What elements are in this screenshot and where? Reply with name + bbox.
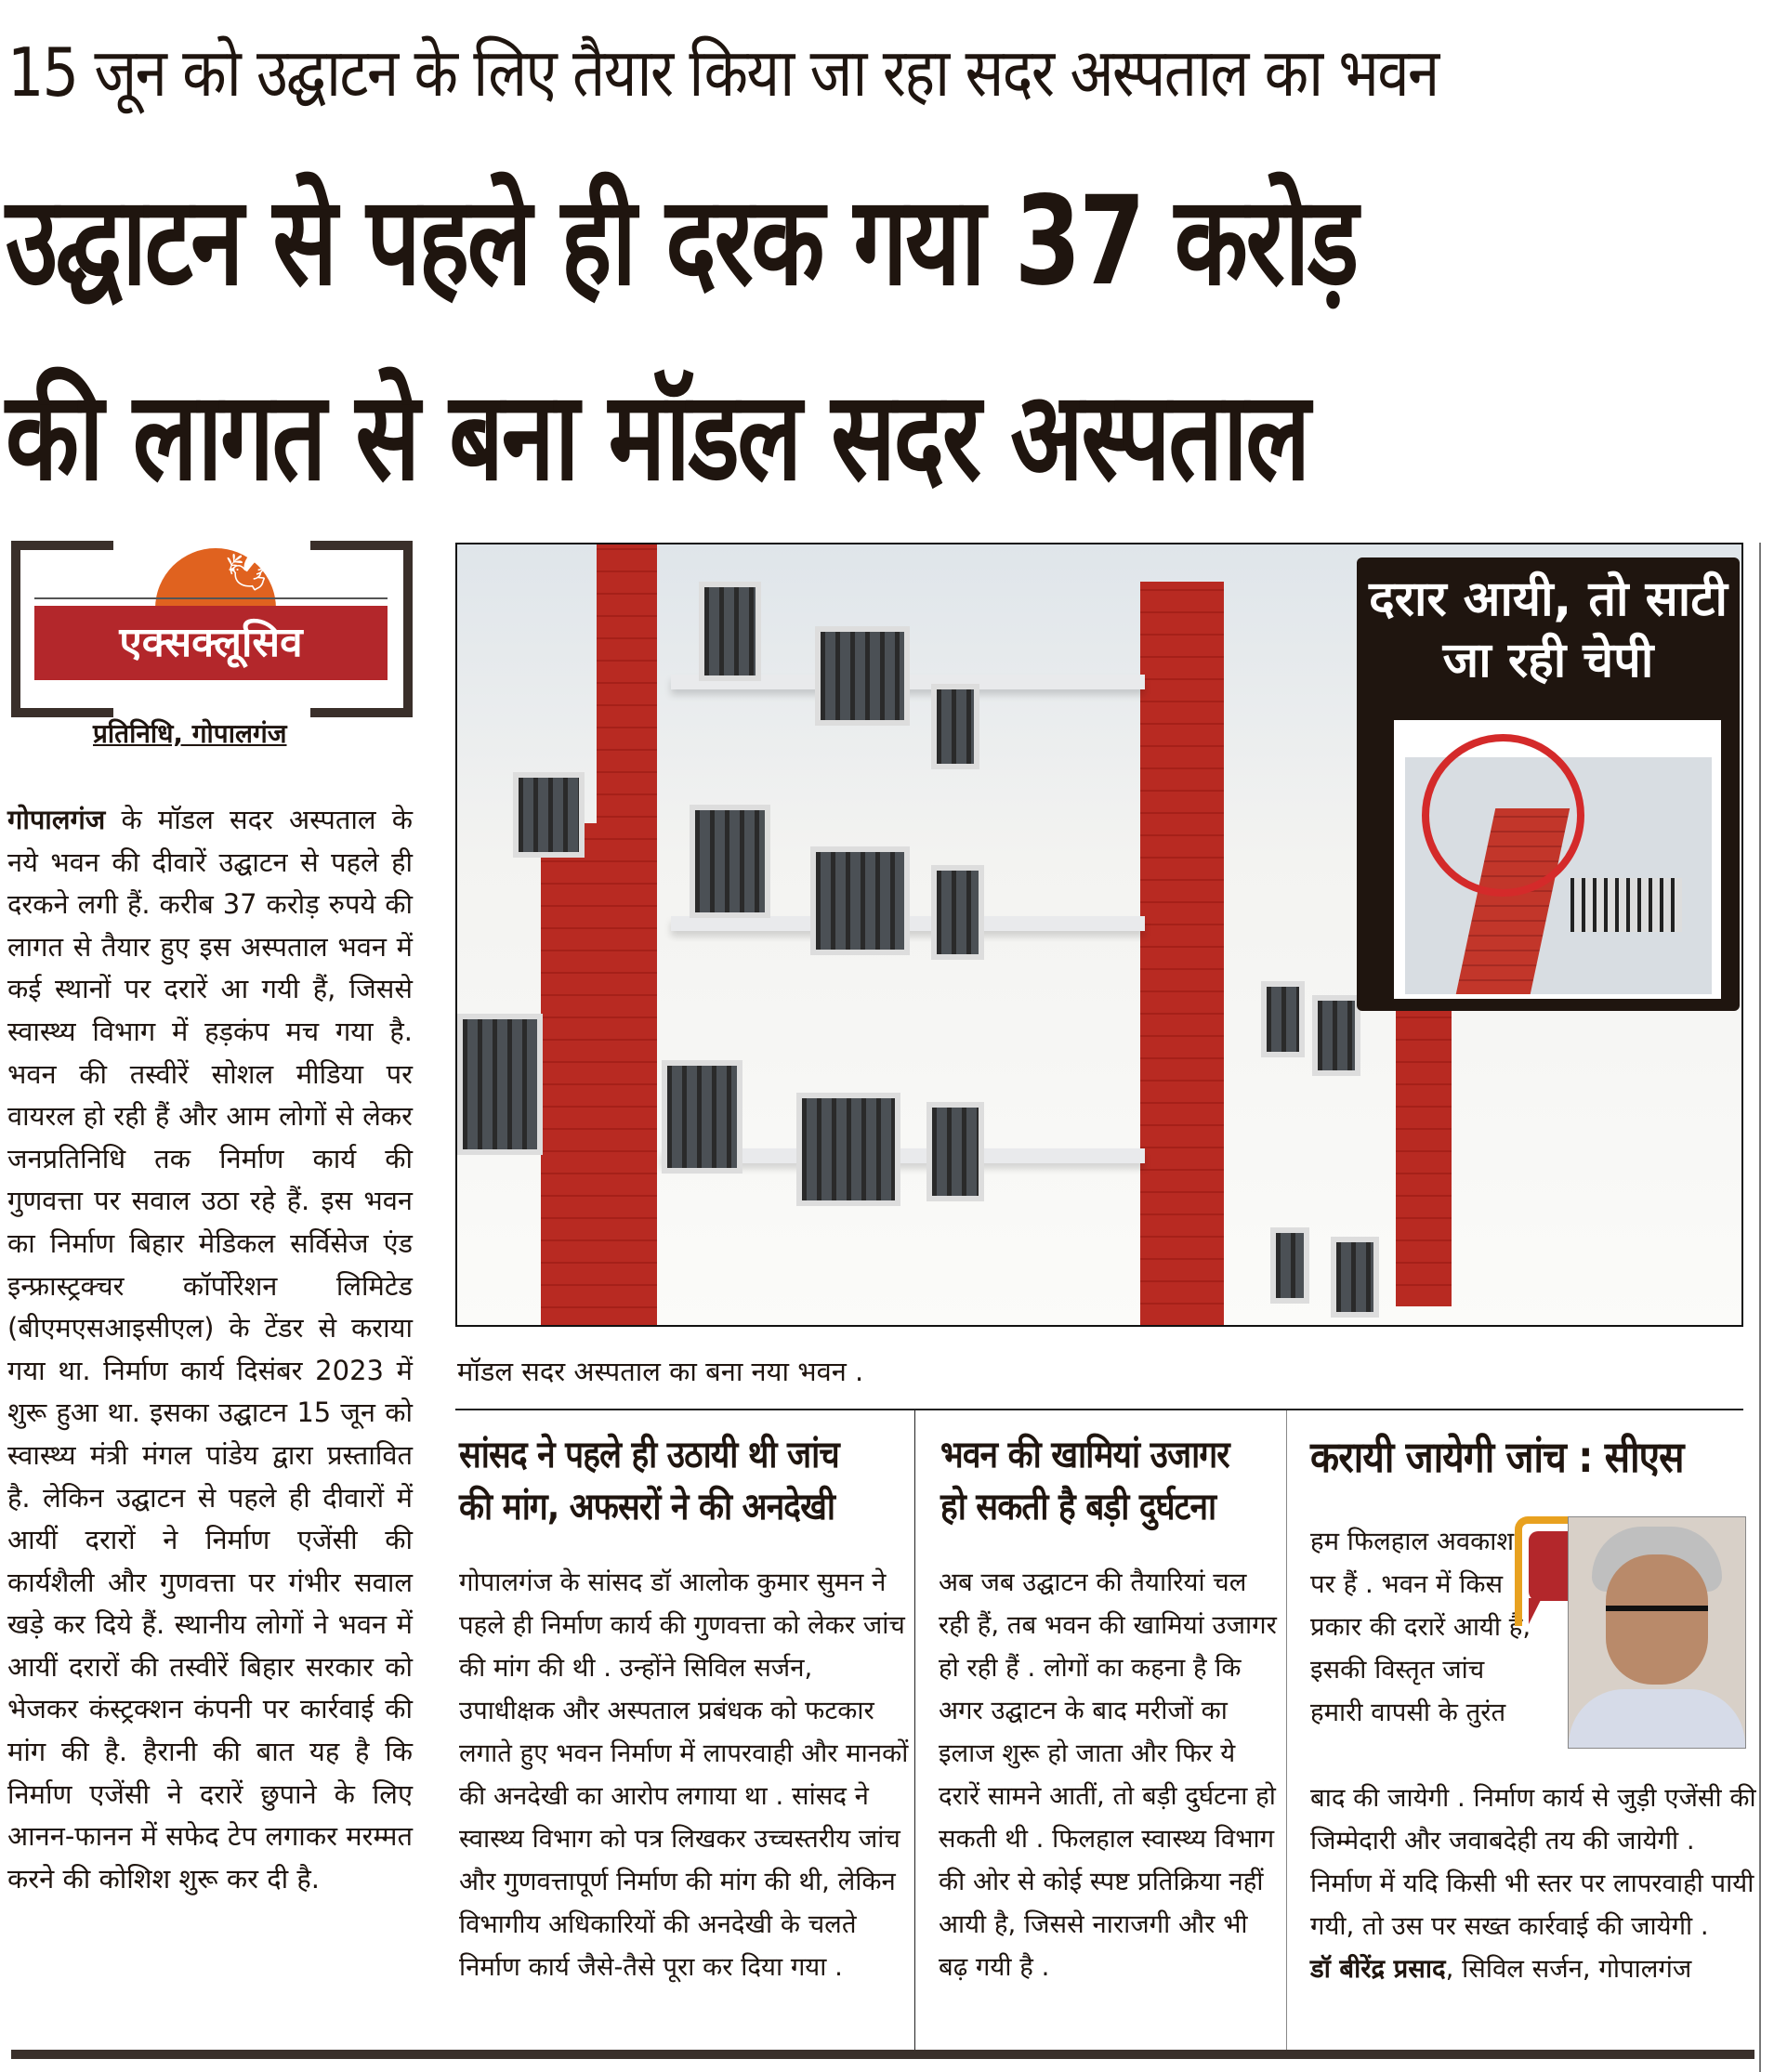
page-right-rule <box>1759 543 1761 2072</box>
section-heading-line: की मांग, अफसरों ने की अनदेखी <box>459 1486 835 1528</box>
cs-quote-part-1: हम फिलहाल अवकाश पर हैं . भवन में किस प्रकार की दरारें आयी हैं, इसकी विस्तृत जांच हमारी वापसी के तुरंत <box>1310 1527 1531 1727</box>
section-body-mp-demand: गोपालगंज के सांसद डॉ आलोक कुमार सुमन ने पहले ही निर्माण कार्य की गुणवत्ता को लेकर जांच की मांग की थी . उन्होंने सिविल सर्जन, उपाधीक्षक और अस्पताल प्रबंधक को फटकार लगाते हुए भवन निर्माण में लापरवाही और मानकों की अनदेखी का आरोप लगाया था . सांसद ने स्वास्थ्य विभाग को पत्र लिखकर उच्चस्तरीय जांच और गुणवत्तापूर्ण निर्माण की मांग की थी, लेकिन विभागीय अधिकारियों की अनदेखी के चलते निर्माण कार्य जैसे-तैसे पूरा कर दिया गया . <box>459 1567 909 1982</box>
kicker-headline: 15 जून को उद्घाटन के लिए तैयार किया जा रहा सदर अस्पताल का भवन <box>7 33 1439 111</box>
red-brick-pillar <box>541 823 643 1327</box>
window <box>931 684 979 769</box>
dateline: गोपालगंज <box>7 804 106 835</box>
civil-surgeon-portrait <box>1568 1516 1746 1749</box>
section-top-rule <box>455 1409 1743 1410</box>
window <box>926 1102 984 1201</box>
inset-crack-repair-box <box>1357 557 1740 1011</box>
exclusive-badge <box>11 541 413 708</box>
window <box>690 805 770 918</box>
section-heading-accident-risk <box>940 1429 1284 1533</box>
inset-title <box>1357 569 1740 691</box>
bird-icon: 🕊 <box>225 551 272 594</box>
column-divider <box>1286 1410 1287 2059</box>
page-bottom-rule <box>11 2050 1754 2059</box>
window <box>1270 1227 1309 1304</box>
attribution-name: डॉ बीरेंद्र प्रसाद <box>1310 1954 1446 1984</box>
window <box>662 1060 742 1174</box>
main-article-text: के मॉडल सदर अस्पताल के नये भवन की दीवारें उद्घाटन से पहले ही दरकने लगी हैं. करीब 37 करोड़ रुपये की लागत से तैयार हुए इस अस्पताल भवन में कई स्थानों पर दरारें आ गयी हैं, जिससे स्वास्थ्य विभाग में हड़कंप मच गया है. भवन की तस्वीरें सोशल मीडिया पर वायरल हो रही हैं और आम लोगों से लेकर जनप्रतिनिधि तक निर्माण कार्य की गुणवत्ता पर सवाल उठा रहे हैं. इस भवन का निर्माण बिहार मेडिकल सर्विसेज एंड इन्फ्रास्ट्रक्चर कॉर्पोरेशन लिमिटेड (बीएमएसआइसीएल) के टेंडर से कराया गया था. निर्माण कार्य दिसंबर 2023 में शुरू हुआ था. इसका उद्घाटन 15 जून को स्वास्थ्य मंत्री मंगल पांडेय द्वारा प्रस्तावित है. लेकिन उद्घाटन से पहले ही दीवारों में आयीं दरारों ने निर्माण एजेंसी की कार्यशैली और गुणवत्ता पर गंभीर सवाल खड़े कर दिये हैं. स्थानीय लोगों ने भवन में आयीं दरारों की तस्वीरें बिहार सरकार को भेजकर कंस्ट्रक्शन कंपनी पर कार्रवाई की मांग की है. हैरानी की बात यह है कि निर्माण एजेंसी ने दरारें छुपाने के लिए आनन-फानन में सफेद टेप लगाकर मरम्मत करने की कोशिश शुरू कर दी है. <box>7 804 413 1895</box>
window <box>810 846 910 955</box>
byline: प्रतिनिधि, गोपालगंज <box>93 718 287 749</box>
portrait-shirt <box>1569 1689 1745 1749</box>
portrait-glasses <box>1606 1606 1708 1639</box>
window <box>1331 1237 1379 1318</box>
window <box>1261 981 1305 1057</box>
window <box>815 626 910 726</box>
photo-caption: मॉडल सदर अस्पताल का बना नया भवन . <box>457 1356 864 1387</box>
red-brick-pillar <box>1140 582 1224 1325</box>
window <box>513 772 585 858</box>
window <box>699 582 761 681</box>
inset-title-line-1: दरार आयी, तो साटी <box>1369 571 1728 627</box>
window <box>1312 995 1360 1076</box>
section-heading-line: भवन की खामियां उजागर <box>940 1434 1229 1476</box>
cs-quote-text: बाद की जायेगी . निर्माण कार्य से जुड़ी एजेंसी की जिम्मेदारी और जवाबदेही तय की जायेगी . निर्माण में यदि किसी भी स्तर पर लापरवाही पायी गयी, तो उस पर सख्त कार्रवाई की जायेगी . <box>1310 1783 1756 1941</box>
highlight-circle-icon <box>1422 734 1584 897</box>
inset-worker-photo <box>1394 720 1721 999</box>
cs-quote-part-2 <box>1310 1777 1756 1990</box>
main-headline-line-1: उद्घाटन से पहले ही दरक गया 37 करोड़ <box>6 170 1357 313</box>
main-headline-line-2: की लागत से बना मॉडल सदर अस्पताल <box>6 365 1308 508</box>
section-heading-line: हो सकती है बड़ी दुर्घटना <box>940 1486 1216 1528</box>
section-heading-line: सांसद ने पहले ही उठायी थी जांच <box>459 1434 839 1476</box>
inset-title-line-2: जा रही चेपी <box>1442 633 1654 688</box>
section-heading-cs-statement: करायी जायेगी जांच : सीएस <box>1310 1432 1684 1482</box>
badge-divider <box>34 597 388 599</box>
attribution-title: , सिविल सर्जन, गोपालगंज <box>1445 1954 1692 1984</box>
column-divider <box>914 1410 915 2059</box>
section-body-accident-risk: अब जब उद्घाटन की तैयारियां चल रही हैं, तब भवन की खामियां उजागर हो रही हैं . लोगों का कहना है कि अगर उद्घाटन के बाद मरीजों का इलाज शुरू हो जाता और फिर ये दरारें सामने आतीं, तो बड़ी दुर्घटना हो सकती थी . फिलहाल स्वास्थ्य विभाग की ओर से कोई स्पष्ट प्रतिक्रिया नहीं आयी है, जिससे नाराजगी और भी बढ़ गयी है . <box>939 1567 1277 1982</box>
section-heading-mp-demand <box>459 1429 885 1533</box>
main-article-body <box>7 799 413 1900</box>
speech-bubble-tail <box>1529 1598 1542 1624</box>
inset-window-grill <box>1570 878 1682 932</box>
exclusive-label: एक्सक्लूसिव <box>34 606 388 680</box>
window <box>457 1014 543 1155</box>
window <box>796 1093 900 1206</box>
window <box>931 865 984 960</box>
